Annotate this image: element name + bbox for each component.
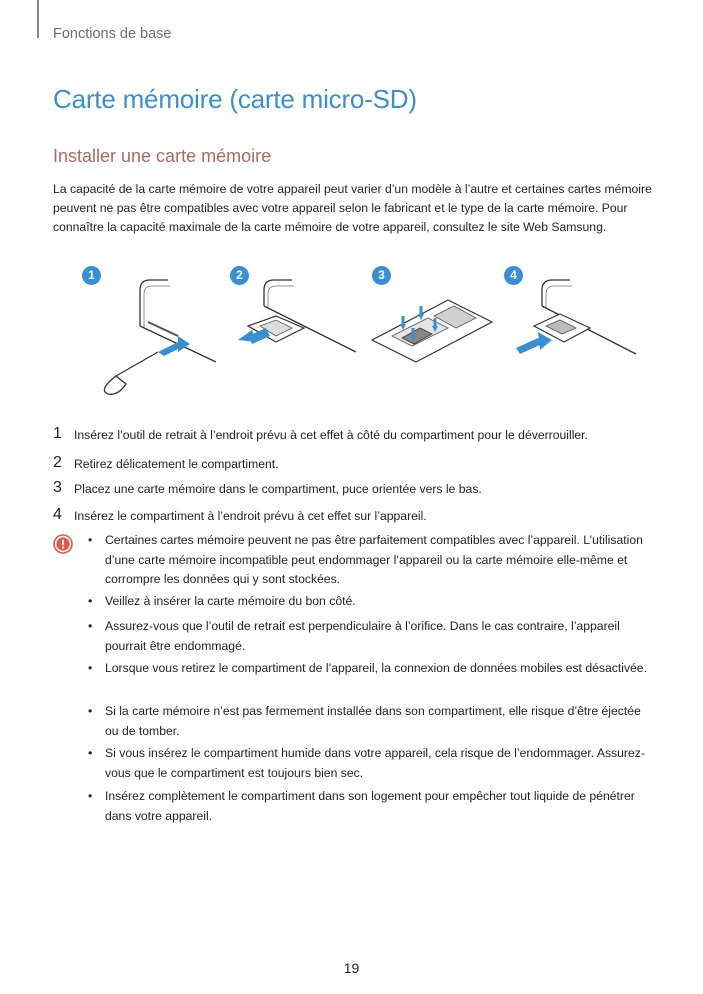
note-text: Insérez complètement le compartiment dans son logement pour empêcher tout liquide de pénétrer dans votre appareil. (105, 789, 635, 823)
install-figure (78, 266, 638, 396)
figure-badge-4: 4 (504, 266, 523, 285)
note-text: Si la carte mémoire n’est pas fermement installée dans son compartiment, elle risque d’être éjectée ou de tomber. (105, 704, 641, 738)
section-title: Installer une carte mémoire (53, 146, 272, 166)
step-number: 4 (53, 506, 62, 523)
step-item-3 (53, 479, 653, 501)
tray-insert-illustration (498, 266, 638, 396)
figure-step-3 (358, 266, 498, 396)
figure-step-1 (78, 266, 218, 396)
step-number: 2 (53, 454, 62, 471)
step-text: Insérez l’outil de retrait à l’endroit prévu à cet effet à côté du compartiment pour le déverrouiller. (74, 428, 588, 442)
step-number: 1 (53, 425, 62, 442)
header-rule (37, 0, 39, 38)
step-item-2 (53, 454, 653, 476)
bullet: • (88, 704, 93, 718)
figure-step-4 (498, 266, 638, 396)
running-header: Fonctions de base (53, 26, 172, 42)
step-item-1 (53, 425, 653, 447)
card-placement-illustration (358, 266, 498, 396)
figure-step-2 (218, 266, 358, 396)
note-text: Lorsque vous retirez le compartiment de l’appareil, la connexion de données mobiles est désactivée. (105, 661, 647, 675)
note-text: Si vous insérez le compartiment humide dans votre appareil, cela risque de l’endommager. Assurez-vous que le compartiment est toujours bien sec. (105, 746, 645, 780)
note-text: Veillez à insérer la carte mémoire du bon côté. (105, 594, 356, 608)
bullet: • (88, 789, 93, 803)
page-title: Carte mémoire (carte micro-SD) (53, 84, 417, 114)
bullet: • (88, 746, 93, 760)
step-text: Insérez le compartiment à l’endroit prévu à cet effet sur l’appareil. (74, 509, 427, 523)
device-eject-illustration (78, 266, 218, 396)
figure-badge-1: 1 (82, 266, 101, 285)
intro-paragraph: La capacité de la carte mémoire de votre appareil peut varier d’un modèle à l’autre et certaines cartes mémoire peuvent ne pas être compatibles avec votre appareil selon le fabricant et le type de la carte mémoire. Pour connaître la capacité maximale de la carte mémoire de votre appareil, consultez le site Web Samsung. (53, 182, 652, 234)
caution-icon (53, 534, 73, 554)
step-number: 3 (53, 479, 62, 496)
note-text: Certaines cartes mémoire peuvent ne pas être parfaitement compatibles avec l’appareil. L’utilisation d’une carte mémoire incompatible peut endommager l’appareil ou la carte mémoire elle-même et corrompre les données qui y sont stockées. (105, 533, 643, 586)
bullet: • (88, 594, 93, 608)
figure-badge-2: 2 (230, 266, 249, 285)
step-text: Placez une carte mémoire dans le compartiment, puce orientée vers le bas. (74, 482, 482, 496)
bullet: • (88, 619, 93, 633)
tray-removal-illustration (218, 266, 358, 396)
page-number: 19 (343, 960, 360, 976)
step-item-4 (53, 506, 653, 528)
figure-badge-3: 3 (372, 266, 391, 285)
bullet: • (88, 661, 93, 675)
step-text: Retirez délicatement le compartiment. (74, 457, 279, 471)
bullet: • (88, 533, 93, 547)
note-text: Assurez-vous que l’outil de retrait est perpendiculaire à l’orifice. Dans le cas contraire, l’appareil pourrait être endommagé. (105, 619, 620, 653)
